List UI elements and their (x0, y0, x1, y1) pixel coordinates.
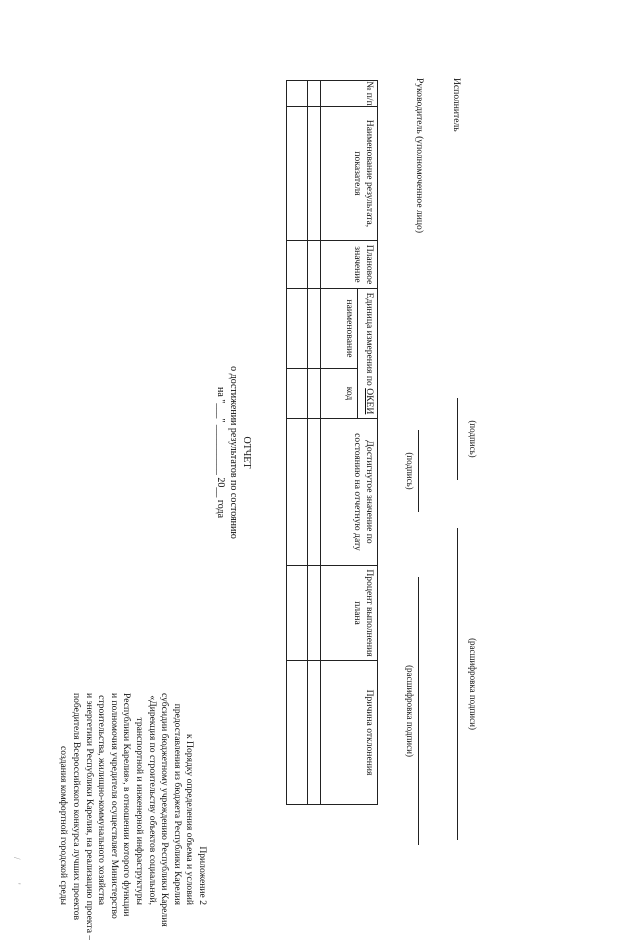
appendix-line: и полномочия учредителя осуществляет Министерство (108, 693, 120, 919)
table-cell[interactable] (287, 419, 308, 566)
executor-decode-caption: (расшифровка подписи) (468, 638, 478, 730)
executor-label: Исполнитель (451, 78, 462, 132)
appendix-line: Приложение 2 (197, 846, 208, 905)
table-row (308, 81, 321, 805)
table-cell[interactable] (287, 369, 308, 419)
results-table (286, 80, 378, 805)
appendix-line: субсидии бюджетному учреждению Республики Карелия (159, 693, 171, 927)
head-decode-line[interactable] (418, 577, 419, 845)
okei-link[interactable]: ОКЕИ (364, 388, 375, 415)
table-cell[interactable] (287, 289, 308, 369)
table-cell[interactable] (308, 566, 321, 661)
report-subheading: о достижении результатов по состоянию (228, 366, 239, 539)
header-percent: Процент выполнения плана (321, 566, 378, 661)
appendix-line: предоставления из бюджета Республики Карелия (171, 703, 183, 905)
appendix-line: «Дирекция по строительству объектов социальной, (146, 695, 158, 905)
header-unit (358, 289, 378, 419)
appendix-line: транспортной и инженерной инфраструктуры (134, 717, 146, 905)
appendix-line: к Порядку определения объема и условий (184, 733, 196, 905)
executor-signature-line[interactable] (457, 398, 458, 480)
appendix-line: и энергетики Республики Карелия, на реализацию проекта – (83, 693, 95, 940)
table-cell[interactable] (308, 289, 321, 369)
appendix-line: победителя Всероссийского конкурса лучших проектов (71, 693, 83, 921)
table-cell[interactable] (287, 566, 308, 661)
table-cell[interactable] (308, 241, 321, 289)
table-cell[interactable] (308, 81, 321, 107)
table-row (287, 81, 308, 805)
head-signature-line[interactable] (418, 430, 419, 512)
head-signature-caption: (подпись) (405, 452, 415, 490)
table-cell[interactable] (287, 241, 308, 289)
table-header-row (358, 81, 378, 805)
table-cell[interactable] (287, 661, 308, 805)
executor-signature-caption: (подпись) (468, 420, 478, 458)
header-unit-name: наименование (321, 289, 358, 369)
header-unit-code: код (321, 369, 358, 419)
head-label: Руководитель (уполномоченное лицо) (414, 78, 425, 234)
header-unit-prefix: Единица измерения по (364, 292, 375, 389)
header-reason: Причина отклонения (321, 661, 378, 805)
table-cell[interactable] (308, 107, 321, 241)
table-cell[interactable] (308, 419, 321, 566)
appendix-note (57, 693, 208, 940)
report-heading: ОТЧЕТ (241, 436, 252, 469)
table-cell[interactable] (308, 369, 321, 419)
report-date-line: на "___" __________ 20__ года (215, 386, 226, 519)
head-decode-caption: (расшифровка подписи) (405, 665, 415, 757)
executor-decode-line[interactable] (457, 528, 458, 840)
header-num: № п/п (321, 81, 378, 107)
appendix-line: создания комфортной городской среды (58, 745, 70, 905)
corner-mark: ' (12, 883, 22, 885)
table-cell[interactable] (308, 661, 321, 805)
table-cell[interactable] (287, 107, 308, 241)
table-cell[interactable] (287, 81, 308, 107)
corner-mark: / (12, 857, 22, 860)
appendix-line: строительства, жилищно-коммунального хозяйства (96, 695, 108, 905)
appendix-line: Республики Карелия», в отношении которого функции (121, 693, 133, 917)
header-name: Наименование результата, показателя (321, 107, 378, 241)
header-planned: Плановое значение (321, 241, 378, 289)
header-achieved: Достигнутое значение по состоянию на отчетную дату (321, 419, 378, 566)
